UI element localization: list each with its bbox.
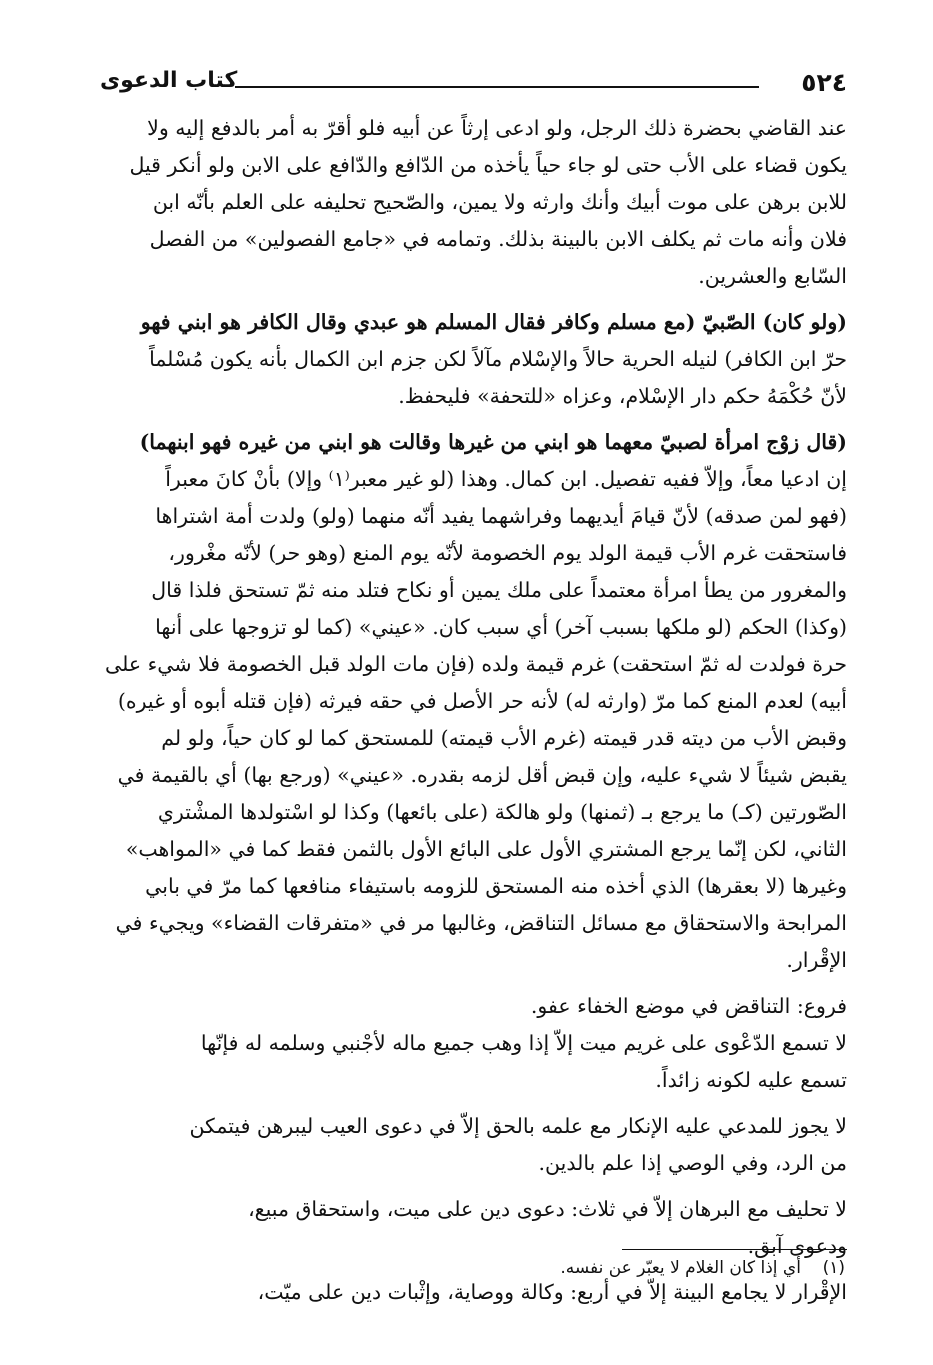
text-line: الإقْرار. bbox=[786, 948, 847, 972]
text-line: فروع: التناقض في موضع الخفاء عفو. bbox=[530, 994, 847, 1018]
paragraph-gap bbox=[96, 1099, 847, 1108]
text-line: للابن برهن على موت أبيك وأنك وارثه ولا يمين، والصّحيح تحليفه على العلم بأنّه ابن bbox=[152, 190, 847, 214]
text-line: المرابحة والاستحقاق مع مسائل التناقض، وغالبها مر في «متفرقات القضاء» ويجيء في bbox=[115, 911, 847, 935]
footnote bbox=[560, 1258, 845, 1278]
header-rule bbox=[235, 86, 759, 88]
text-line: تسمع عليه لكونه زائداً. bbox=[655, 1068, 847, 1092]
text-line: حرّ ابن الكافر) لنيله الحرية حالاً والإسْلام مآلاً لكن جزم ابن الكمال بأنه يكون مُسْلماً bbox=[149, 347, 847, 371]
text-line: الصّورتين (كـ) ما يرجع بـ (ثمنها) ولو هالكة (على بائعها) وكذا لو اسْتولدها المشْتري bbox=[157, 800, 847, 824]
paragraph-gap bbox=[96, 295, 847, 304]
text-line: فلان وأنه مات ثم يكلف الابن بالبينة بذلك. وتمامه في «جامع الفصولين» من الفصل bbox=[149, 227, 847, 251]
book-title: كتاب الدعوى bbox=[100, 68, 238, 93]
text-line: عند القاضي بحضرة ذلك الرجل، ولو ادعى إرثاً عن أبيه فلو أقرّ به أمر بالدفع إليه ولا bbox=[147, 116, 847, 140]
text-line: (ولو كان) الصّبيّ (مع مسلم وكافر فقال المسلم هو عبدي وقال الكافر هو ابني فهو bbox=[140, 310, 847, 334]
text-line: حرة فولدت له ثمّ استحقت) غرم قيمة ولده (فإن مات الولد قبل الخصومة فلا شيء على bbox=[105, 652, 847, 676]
text-line: ودعوى آبق. bbox=[747, 1234, 847, 1258]
footnote-text: أي إذا كان الغلام لا يعبّر عن نفسه. bbox=[560, 1258, 801, 1278]
text-line: وقبض الأب من ديته قدر قيمته (غرم الأب قيمته) للمستحق كما لو كان حياً، ولو لم bbox=[161, 726, 847, 750]
text-line: والمغرور من يطأ امرأة معتمداً على ملك يمين أو نكاح فتلد منه ثمّ تستحق فلذا قال bbox=[151, 578, 847, 602]
text-line: لا تسمع الدّعْوى على غريم ميت إلاّ إذا وهب جميع ماله لأجْنبي وسلمه له فإنّها bbox=[200, 1031, 847, 1055]
text-line: من الرد، وفي الوصي إذا علم بالدين. bbox=[538, 1151, 847, 1175]
text-line: (فهو لمن صدقه) لأنّ قيامَ أيديهما وفراشهما يفيد أنّه منهما (ولو) ولدت أمة اشتراها bbox=[155, 504, 847, 528]
page-number: ٥٢٤ bbox=[801, 68, 847, 97]
text-line: لأنّ حُكْمَهُ حكم دار الإسْلام، وعزاه «للتحفة» فليحفظ. bbox=[398, 384, 847, 408]
text-line: السّابع والعشرين. bbox=[698, 264, 847, 288]
paragraph-gap bbox=[96, 979, 847, 988]
paragraph-gap bbox=[96, 415, 847, 424]
text-line: الثاني، لكن إنّما يرجع المشتري الأول على البائع الأول بالثمن فقط كما في «المواهب» bbox=[125, 837, 847, 861]
text-line: لا تحليف مع البرهان إلاّ في ثلاث: دعوى دين على ميت، واستحقاق مبيع، bbox=[248, 1197, 847, 1221]
text-line: لا يجوز للمدعي عليه الإنكار مع علمه بالحق إلاّ في دعوى العيب ليبرهن فيتمكن bbox=[189, 1114, 847, 1138]
footnote-marker: (١) bbox=[822, 1258, 845, 1278]
text-line: الإقْرار لا يجامع البينة إلاّ في أربع: وكالة ووصاية، وإثْبات دين على ميّت، bbox=[257, 1280, 847, 1304]
text-line: يكون قضاء على الأب حتى لو جاء حياً يأخذه من الدّافع والدّافع على الابن ولو أنكر قيل bbox=[129, 153, 847, 177]
text-line: يقبض شيئاً لا شيء عليه، وإن قبض أقل لزمه بقدره. «عيني» (ورجع بها) أي بالقيمة في bbox=[117, 763, 847, 787]
text-line: (قال زوْج امرأة لصبيّ معهما هو ابني من غيرها وقالت هو ابني من غيره فهو ابنهما) bbox=[139, 430, 847, 454]
page-body bbox=[96, 110, 847, 1311]
text-line: أبيه) لعدم المنع كما مرّ (وارثه له) لأنه حر الأصل في حقه فيرثه (فإن قتله أبوه أو غيره) bbox=[117, 689, 847, 713]
text-line: وغيرها (لا بعقرها) الذي أخذه منه المستحق للزومه باستيفاء منافعها كما مرّ في بابي bbox=[145, 874, 847, 898]
text-line: إن ادعيا معاً، وإلاّ ففيه تفصيل. ابن كمال. وهذا (لو غير معبر⁽١⁾ وإلا) بأنْ كانَ معبراً bbox=[165, 467, 847, 491]
paragraph-gap bbox=[96, 1182, 847, 1191]
text-line: (وكذا) الحكم (لو ملكها بسبب آخر) أي سبب كان. «عيني» (كما لو تزوجها على أنها bbox=[155, 615, 847, 639]
text-line: فاستحقت غرم الأب قيمة الولد يوم الخصومة لأنّه يوم المنع (وهو حر) لأنّه مغْرور، bbox=[168, 541, 847, 565]
page-header bbox=[100, 62, 847, 102]
footnote-rule bbox=[622, 1249, 847, 1250]
